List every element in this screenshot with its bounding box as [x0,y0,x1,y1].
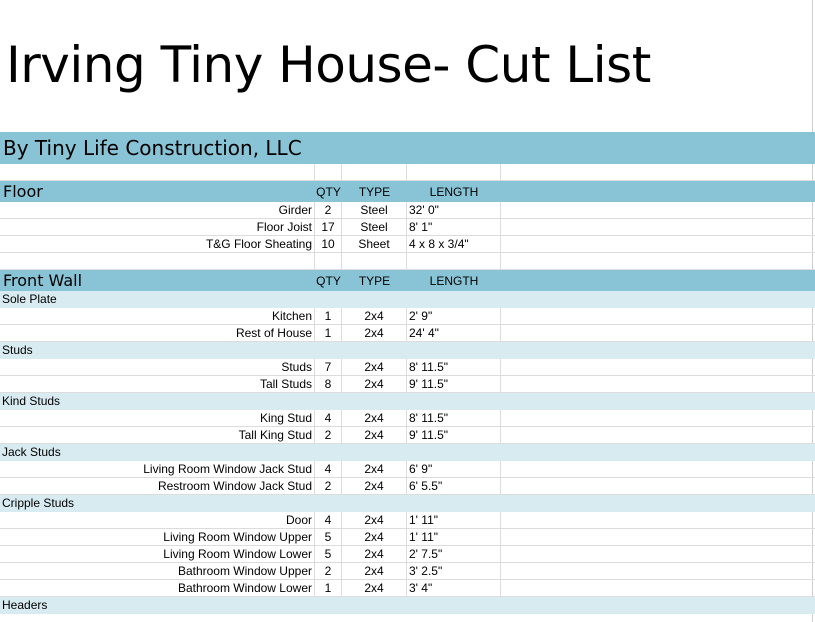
group-header[interactable]: Jack Studs [0,444,815,461]
group-header[interactable]: Kind Studs [0,393,815,410]
length-cell[interactable]: 24' 4" [407,325,501,341]
item-cell[interactable]: Floor Joist [0,219,315,235]
length-cell[interactable]: 6' 5.5" [407,478,501,494]
table-row[interactable] [0,461,815,478]
front-wall-section-header[interactable] [0,270,815,291]
length-header: LENGTH [429,184,479,199]
item-cell[interactable]: Door [0,512,315,528]
table-row[interactable] [0,512,815,529]
type-cell[interactable]: 2x4 [342,427,407,443]
item-cell[interactable]: Bathroom Window Lower [0,580,315,596]
length-cell[interactable]: 9' 11.5" [407,376,501,392]
empty-cell[interactable] [501,359,815,375]
empty-cell[interactable] [501,427,815,443]
table-row[interactable] [0,546,815,563]
item-cell[interactable]: Studs [0,359,315,375]
length-header: LENGTH [429,273,479,288]
item-cell[interactable]: Living Room Window Lower [0,546,315,562]
table-row[interactable] [0,325,815,342]
length-cell[interactable]: 9' 11.5" [407,427,501,443]
item-cell[interactable]: Tall King Stud [0,427,315,443]
table-row[interactable] [0,219,815,236]
table-row[interactable] [0,478,815,495]
table-row[interactable] [0,410,815,427]
qty-cell[interactable]: 1 [315,308,342,324]
table-row[interactable] [0,563,815,580]
front-wall-rows [0,291,815,614]
table-row[interactable] [0,580,815,597]
group-header[interactable]: Sole Plate [0,291,815,308]
type-cell[interactable]: 2x4 [342,461,407,477]
type-cell[interactable]: Steel [342,202,407,218]
type-cell[interactable]: Sheet [342,236,407,252]
table-row[interactable] [0,202,815,219]
qty-header: QTY [316,184,341,199]
type-cell[interactable]: 2x4 [342,546,407,562]
length-cell[interactable]: 32' 0" [407,202,501,218]
empty-cell[interactable] [501,529,815,545]
item-cell[interactable]: King Stud [0,410,315,426]
length-cell[interactable]: 6' 9" [407,461,501,477]
length-cell[interactable]: 8' 11.5" [407,410,501,426]
spreadsheet [0,132,815,614]
item-cell[interactable]: Living Room Window Upper [0,529,315,545]
group-header[interactable]: Headers [0,597,815,614]
item-cell[interactable]: Girder [0,202,315,218]
length-cell[interactable]: 8' 11.5" [407,359,501,375]
type-cell[interactable]: 2x4 [342,580,407,596]
empty-cell[interactable] [501,461,815,477]
item-cell[interactable]: T&G Floor Sheating [0,236,315,252]
type-cell[interactable]: 2x4 [342,410,407,426]
type-cell[interactable]: 2x4 [342,529,407,545]
length-cell[interactable]: 4 x 8 x 3/4" [407,236,501,252]
subtitle-banner[interactable]: By Tiny Life Construction, LLC [0,132,815,164]
qty-cell[interactable]: 1 [315,580,342,596]
empty-cell[interactable] [501,219,815,235]
type-cell[interactable]: 2x4 [342,478,407,494]
qty-cell[interactable]: 10 [315,236,342,252]
item-cell[interactable]: Tall Studs [0,376,315,392]
length-cell[interactable]: 3' 4" [407,580,501,596]
type-cell[interactable]: 2x4 [342,308,407,324]
type-cell[interactable]: 2x4 [342,376,407,392]
blank-row[interactable] [0,253,815,270]
floor-section-header[interactable] [0,181,815,202]
item-cell[interactable]: Living Room Window Jack Stud [0,461,315,477]
qty-cell[interactable]: 4 [315,512,342,528]
empty-cell[interactable] [501,546,815,562]
type-cell[interactable]: Steel [342,219,407,235]
type-header: TYPE [358,273,391,288]
qty-cell[interactable]: 5 [315,529,342,545]
length-cell[interactable]: 1' 11" [407,529,501,545]
group-header[interactable]: Cripple Studs [0,495,815,512]
table-row[interactable] [0,308,815,325]
empty-cell[interactable] [501,202,815,218]
type-cell[interactable]: 2x4 [342,512,407,528]
qty-cell[interactable]: 2 [315,202,342,218]
length-cell[interactable]: 3' 2.5" [407,563,501,579]
item-cell[interactable]: Restroom Window Jack Stud [0,478,315,494]
empty-cell[interactable] [501,512,815,528]
table-row[interactable] [0,359,815,376]
type-cell[interactable]: 2x4 [342,325,407,341]
section-title: Front Wall [3,271,83,290]
type-cell[interactable]: 2x4 [342,563,407,579]
length-cell[interactable]: 2' 7.5" [407,546,501,562]
length-cell[interactable]: 2' 9" [407,308,501,324]
qty-cell[interactable]: 2 [315,427,342,443]
qty-cell[interactable]: 2 [315,478,342,494]
qty-cell[interactable]: 4 [315,410,342,426]
empty-cell[interactable] [501,410,815,426]
empty-cell[interactable] [501,580,815,596]
page-title: Irving Tiny House- Cut List [6,36,651,94]
qty-cell[interactable]: 4 [315,461,342,477]
table-row[interactable] [0,376,815,393]
item-cell[interactable]: Rest of House [0,325,315,341]
table-row[interactable] [0,236,815,253]
item-cell[interactable]: Bathroom Window Upper [0,563,315,579]
length-cell[interactable]: 8' 1" [407,219,501,235]
blank-row[interactable] [0,164,815,181]
length-cell[interactable]: 1' 11" [407,512,501,528]
group-header[interactable]: Studs [0,342,815,359]
qty-header: QTY [316,273,341,288]
empty-cell[interactable] [501,236,815,252]
empty-cell[interactable] [501,308,815,324]
qty-cell[interactable]: 2 [315,563,342,579]
qty-cell[interactable]: 17 [315,219,342,235]
empty-cell[interactable] [501,478,815,494]
empty-cell[interactable] [501,325,815,341]
type-cell[interactable]: 2x4 [342,359,407,375]
qty-cell[interactable]: 5 [315,546,342,562]
empty-cell[interactable] [501,376,815,392]
type-header: TYPE [358,184,391,199]
qty-cell[interactable]: 8 [315,376,342,392]
item-cell[interactable]: Kitchen [0,308,315,324]
empty-cell[interactable] [501,563,815,579]
floor-rows [0,202,815,253]
qty-cell[interactable]: 7 [315,359,342,375]
section-title: Floor [3,182,43,201]
table-row[interactable] [0,529,815,546]
qty-cell[interactable]: 1 [315,325,342,341]
table-row[interactable] [0,427,815,444]
